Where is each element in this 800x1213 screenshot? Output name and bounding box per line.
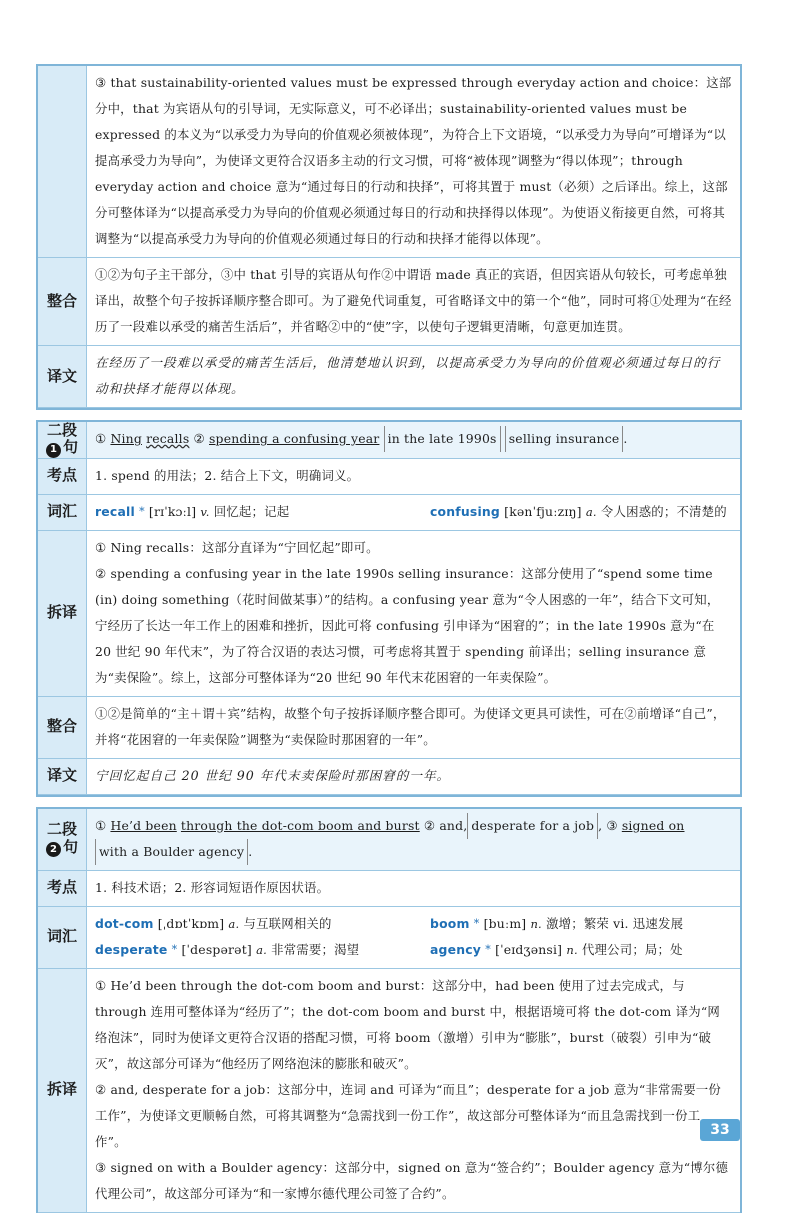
bracket-phrase-1: in the late 1990s: [384, 426, 501, 452]
split-text-2: ② spending a confusing year in the late 1990s selling insurance：这部分使用了“spend some time (in) doing something（花时间做某事）”的结构。a confusing year 意为“令人困惑的一年”，结合下文可知，宁经历了长达一年工作上的困难和挫折，因此可将 confusing 引申译为“困窘的”；in the late 1990s 意为“在 20 世纪 90 年代末”，为了符合汉语的表达习惯，可考虑将其置于 spending 前译出；selling insurance 意为“卖保险”。综上，这部分可整体译为“20 世纪 90 年代末花困窘的一年卖保险”。: [95, 565, 720, 685]
vocab-item: boom * [buːm] n. 激增；繁荣 vi. 迅速发展: [430, 915, 684, 931]
label-split: 拆译: [38, 531, 87, 696]
row-split-continued: [38, 66, 740, 258]
sentence-label: [38, 422, 87, 458]
integrate-text: ①②为句子主干部分，③中 that 引导的宾语从句作②中谓语 made 真正的宾语，但因宾语从句较长，可考虑单独译出，故整个句子按拆译顺序整合即可。为了避免代词重复，可省略译文中的第一个“他”，同时可将①处理为“在经历了一段难以承受的痛苦生活后”，并省略②中的“使”字，以使句子逻辑更清晰，句意更加连贯。: [95, 267, 732, 334]
paragraph-label: 二段: [46, 820, 77, 839]
row-points: [38, 459, 740, 495]
label-points: 考点: [38, 871, 87, 906]
sentence-label: [38, 809, 87, 870]
vocab-item: dot-com [ˌdɒtˈkɒm] a. 与互联网相关的: [95, 915, 332, 931]
section-sentence-2: [36, 807, 742, 1213]
row-split: [38, 531, 740, 697]
bracket-phrase-1: desperate for a job: [467, 813, 598, 839]
translation-text: 宁回忆起自己 20 世纪 90 年代末卖保险时那困窘的一年。: [95, 767, 451, 783]
label-vocab: 词汇: [38, 495, 87, 530]
sentence-number-label: 2 句: [46, 839, 78, 857]
split-text-3: ③ that sustainability-oriented values must be expressed through everyday action and choice：这部分中，that 为宾语从句的引导词，无实际意义，可不必译出；sustainability-oriented values must be expressed 的本义为“以承受力为导向的价值观必须被体现”，为符合上下文语境，“以承受力为导向”可增译为“以提高承受力为导向”，为使译文更符合汉语多主动的行文习惯，可将“被体现”调整为“得以体现”；through everyday action and choice 意为“通过每日的行动和抉择”，可将其置于 must（必须）之后译出。综上，这部分可整体译为“以提高承受力为导向的价值观必须通过每日的行动和抉择得以体现”。为使语义衔接更自然，可将其调整为“以提高承受力为导向的价值观必须通过每日的行动和抉择才能得以体现”。: [95, 75, 732, 246]
verb-word: recalls: [146, 431, 190, 446]
row-integrate: [38, 697, 740, 759]
english-sentence: ① He’d been through the dot-com boom and burst ② and, desperate for a job , ③ signed on with a Boulder agency .: [87, 809, 740, 870]
vocab-item: desperate * [ˈdespərət] a. 非常需要；渴望: [95, 941, 360, 957]
row-split: [38, 969, 740, 1213]
row-points: [38, 871, 740, 907]
points-text: 1. spend 的用法；2. 结合上下文，明确词义。: [95, 467, 360, 483]
predicate-phrase: through the dot-com boom and burst: [180, 817, 420, 833]
bracket-phrase-2: selling insurance: [505, 426, 624, 452]
integrate-text: ①②是简单的“主＋谓＋宾”结构，故整个句子按拆译顺序整合即可。为使译文更具可读性，可在②前增译“自己”，并将“花困窘的一年卖保险”调整为“卖保险时那困窘的一年”。: [95, 705, 726, 747]
split-texts: [87, 531, 740, 696]
vocab-item: agency * [ˈeɪdʒənsi] n. 代理公司；局；处: [430, 941, 683, 957]
label-vocab: 词汇: [38, 907, 87, 968]
subject-word: Ning: [110, 431, 142, 446]
paragraph-label: 二段: [46, 421, 77, 439]
row-translation: [38, 759, 740, 795]
subject-word: He’d been: [110, 817, 177, 833]
label-translation: 译文: [38, 759, 87, 794]
section-sentence-1: [36, 420, 742, 795]
split-text-2: ② and, desperate for a job：这部分中，连词 and 可译为“而且”；desperate for a job 意为“非常需要一份工作”，为使译文更顺畅自然，可将其调整为“急需找到一份工作”，故这部分可整体译为“而且急需找到一份工作”。: [95, 1081, 721, 1149]
row-label-empty: [38, 66, 87, 257]
sentence-number-label: 1 句: [46, 439, 78, 457]
vocab-list: [87, 907, 740, 968]
row-translation: [38, 346, 740, 408]
sentence-number-badge: 2: [46, 842, 61, 857]
vocab-list: [87, 495, 740, 530]
row-integrate: [38, 258, 740, 346]
split-texts: [87, 969, 740, 1212]
row-vocab: [38, 907, 740, 969]
translation-text: 在经历了一段难以承受的痛苦生活后，他清楚地认识到，以提高承受力为导向的价值观必须通过每日的行动和抉择才能得以体现。: [95, 355, 721, 396]
page-content: [36, 64, 742, 1213]
verb-phrase: signed on: [621, 817, 685, 833]
bracket-phrase-2: with a Boulder agency: [95, 839, 248, 865]
english-sentence: ① Ning recalls ② spending a confusing year in the late 1990s selling insurance .: [87, 422, 740, 458]
label-translation: 译文: [38, 346, 87, 407]
page-number: 33: [700, 1119, 740, 1141]
label-split: 拆译: [38, 969, 87, 1212]
vocab-item: recall * [rɪˈkɔːl] v. 回忆起；记起: [95, 503, 290, 519]
row-sentence: [38, 809, 740, 871]
row-sentence: [38, 422, 740, 459]
vocab-item: confusing [kənˈfjuːzɪŋ] a. 令人困惑的；不清楚的: [430, 503, 727, 519]
row-vocab: [38, 495, 740, 531]
sentence-number-badge: 1: [46, 443, 61, 458]
object-phrase: spending a confusing year: [209, 431, 380, 446]
points-text: 1. 科技术语；2. 形容词短语作原因状语。: [95, 879, 330, 895]
split-text-1: ① Ning recalls：这部分直译为“宁回忆起”即可。: [95, 539, 379, 555]
label-points: 考点: [38, 459, 87, 494]
label-integrate: 整合: [38, 258, 87, 345]
split-text-1: ① He’d been through the dot-com boom and burst：这部分中，had been 使用了过去完成式，与 through 连用可整体译为“经历了”；the dot-com boom and burst 中，根据语境可将 the dot-com 译为“网络泡沫”，同时为使译文更符合汉语的搭配习惯，可将 boom（激增）引申为“膨胀”，burst（破裂）引申为“破灭”，故这部分可译为“他经历了网络泡沫的膨胀和破灭”。: [95, 977, 720, 1071]
split-text-3: ③ signed on with a Boulder agency：这部分中，signed on 意为“签合约”；Boulder agency 意为“博尔德代理公司”，故这部分可译为“和一家博尔德代理公司签了合约”。: [95, 1159, 729, 1201]
section-continuation: [36, 64, 742, 408]
label-integrate: 整合: [38, 697, 87, 758]
